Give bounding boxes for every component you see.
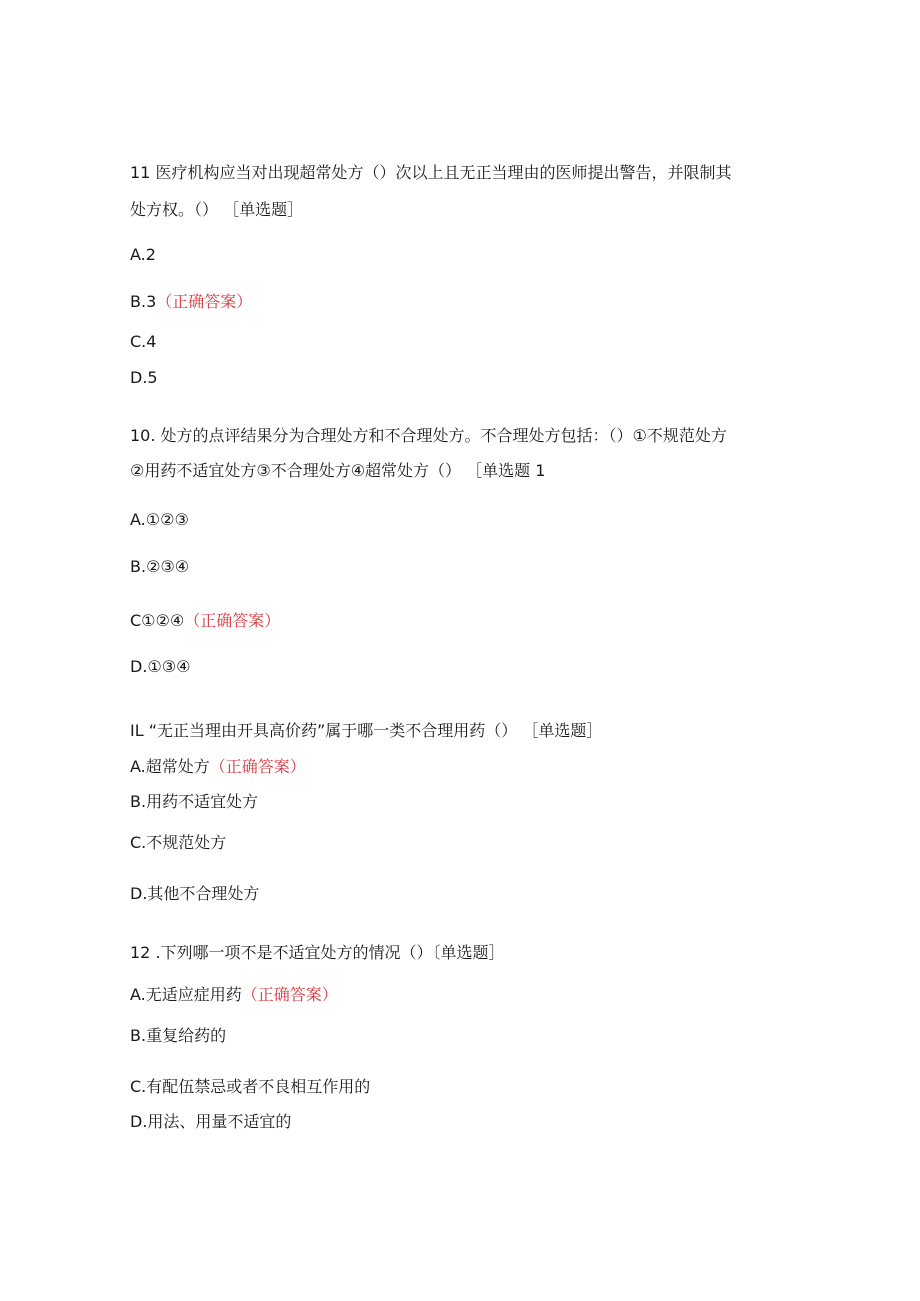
correct-answer-mark: （正确答案） — [184, 611, 281, 630]
option — [130, 332, 156, 352]
option — [130, 368, 158, 388]
option-label: C.4 — [130, 332, 157, 351]
option-label: C.有配伍禁忌或者不良相互作用的 — [130, 1077, 371, 1096]
option — [130, 611, 280, 631]
option-label: B.3 — [130, 292, 157, 311]
option-label: B.用药不适宜处方 — [130, 792, 259, 811]
option — [130, 833, 226, 853]
option-label: C.不规范处方 — [130, 833, 227, 852]
option — [130, 1077, 370, 1097]
option-label: C①②④ — [130, 611, 185, 630]
option-label: D.5 — [130, 368, 158, 387]
question-stem: IL “无正当理由开具高价药”属于哪一类不合理用药（） ［单选题］ — [130, 721, 603, 740]
option — [130, 510, 189, 530]
option-label: B.②③④ — [130, 557, 190, 576]
option-label: D.①③④ — [130, 657, 191, 676]
option-label: A.无适应症用药 — [130, 985, 242, 1004]
correct-answer-mark: （正确答案） — [209, 757, 306, 776]
question-stem: ②用药不适宜处方③不合理处方④超常处方（） ［单选题 1 — [130, 461, 546, 480]
option — [130, 792, 258, 812]
option — [130, 292, 252, 312]
option — [130, 657, 190, 677]
option-label: A.超常处方 — [130, 757, 210, 776]
question-stem: 12 .下列哪一项不是不适宜处方的情况（）〔单选题］ — [130, 943, 505, 962]
question-stem: 11 医疗机构应当对出现超常处方（）次以上且无正当理由的医师提出警告，并限制其 — [130, 163, 732, 182]
question-stem: 处方权。（） ［单选题］ — [130, 200, 304, 219]
option-label: D.其他不合理处方 — [130, 884, 260, 903]
option — [130, 1112, 291, 1132]
option — [130, 884, 259, 904]
option-label: D.用法、用量不适宜的 — [130, 1112, 292, 1131]
option-label: A.2 — [130, 245, 156, 264]
option — [130, 245, 156, 265]
question-stem: 10. 处方的点评结果分为合理处方和不合理处方。不合理处方包括：（）①不规范处方 — [130, 426, 727, 445]
option — [130, 1026, 226, 1046]
option-label: B.重复给药的 — [130, 1026, 227, 1045]
option — [130, 985, 338, 1005]
option — [130, 557, 189, 577]
correct-answer-mark: （正确答案） — [241, 985, 338, 1004]
option — [130, 757, 306, 777]
option-label: A.①②③ — [130, 510, 189, 529]
correct-answer-mark: （正确答案） — [156, 292, 253, 311]
